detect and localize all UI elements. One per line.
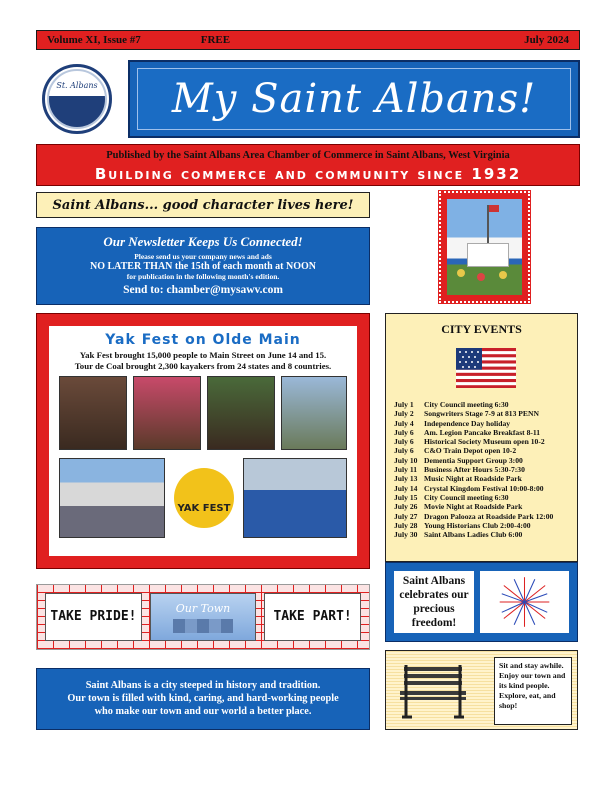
fireworks-image (480, 571, 569, 633)
volume-label: Volume XI, Issue #7 (47, 34, 141, 46)
event-row (394, 474, 576, 483)
event-date: July 15 (394, 492, 418, 502)
event-name: Historical Society Museum open 10-2 (424, 437, 545, 447)
event-name: Young Historians Club 2:00-4:00 (424, 520, 531, 530)
yak-fest-logo (173, 458, 235, 538)
event-row (394, 530, 576, 539)
issue-info-bar (36, 30, 580, 50)
event-date: July 6 (394, 427, 414, 437)
bench-text: Sit and stay awhile. Enjoy our town and its kind people. Explore, eat, and shop! (494, 657, 572, 725)
yak-logo-text: YAK FEST (177, 503, 231, 514)
event-row (394, 512, 576, 521)
event-date: July 6 (394, 437, 414, 447)
event-date: July 11 (394, 465, 417, 475)
event-row (394, 484, 576, 493)
event-date: July 13 (394, 474, 418, 484)
city-events-panel (385, 313, 578, 562)
our-town-graphic (150, 593, 256, 641)
event-name: Business After Hours 5:30-7:30 (424, 465, 525, 475)
yak-fest-description (49, 350, 357, 372)
yak-fest-feature (36, 313, 370, 569)
bench-box (385, 650, 578, 730)
event-date: July 27 (394, 511, 418, 521)
newsletter-email[interactable]: Send to: chamber@mysawv.com (123, 284, 283, 296)
city-events-title: CITY EVENTS (441, 322, 522, 336)
event-name: Movie Night at Roadside Park (424, 502, 523, 512)
event-name: Dragon Palooza at Roadside Park 12:00 (424, 511, 554, 521)
town-skyline (173, 619, 233, 633)
newsletter-line1: Please send us your company news and ads (134, 252, 272, 261)
newsletter-deadline: NO LATER THAN the 15th of each month at NOON (89, 261, 317, 272)
masthead (128, 60, 580, 138)
freedom-text: Saint Albans celebrates our precious freedom! (394, 571, 474, 633)
issue-date: July 2024 (524, 34, 569, 46)
take-pride-text: TAKE PRIDE! (50, 609, 137, 624)
event-date: July 26 (394, 502, 418, 512)
yak-desc-line1: Yak Fest brought 15,000 people to Main Street on June 14 and 15. (79, 350, 327, 360)
city-building-photo (439, 191, 530, 303)
take-pride-banner (36, 584, 370, 650)
take-pride-box (45, 593, 142, 641)
yak-tent-photo (59, 458, 165, 538)
event-name: Saint Albans Ladies Club 6:00 (424, 530, 523, 540)
yak-mascot-photo-2 (133, 376, 201, 450)
bench-icon (398, 659, 468, 723)
event-name: City Council meeting 6:30 (424, 492, 509, 502)
event-name: Dementia Support Group 3:00 (424, 455, 523, 465)
event-name: Music Night at Roadside Park (424, 474, 522, 484)
take-part-box (264, 593, 361, 641)
event-name: City Council meeting 6:30 (424, 400, 509, 409)
event-date: July 28 (394, 520, 418, 530)
yak-fest-title: Yak Fest on Olde Main (105, 332, 301, 348)
yak-mascot-photo-1 (59, 376, 127, 450)
character-slogan (36, 192, 370, 218)
history-line3: who make our town and our world a better place. (94, 706, 312, 717)
take-part-text: TAKE PART! (273, 609, 352, 624)
city-seal-logo (42, 64, 112, 134)
yak-volunteers-photo (243, 458, 347, 538)
event-row (394, 400, 576, 409)
yak-crowd-photo (281, 376, 347, 450)
publisher-banner (36, 144, 580, 186)
event-name: Songwriters Stage 7-9 at 813 PENN (424, 409, 539, 419)
yak-desc-line2: Tour de Coal brought 2,300 kayakers from 24 states and 8 countries. (74, 361, 332, 371)
event-name: C&O Train Depot open 10-2 (424, 446, 517, 456)
event-name: Independence Day holiday (424, 418, 511, 428)
event-row (394, 428, 576, 437)
event-date: July 4 (394, 418, 414, 428)
freedom-box (385, 562, 578, 642)
tagline: Building commerce and community since 1932 (94, 165, 522, 183)
event-row (394, 456, 576, 465)
newsletter-line3: for publication in the following month's edition. (126, 272, 280, 281)
fireworks-icon (480, 571, 569, 633)
city-events-list (394, 400, 576, 539)
slogan-text: Saint Albans... good character lives here! (52, 197, 354, 213)
event-date: July 1 (394, 400, 414, 409)
newsletter-heading: Our Newsletter Keeps Us Connected! (103, 234, 303, 249)
newsletter-box (36, 227, 370, 305)
event-date: July 14 (394, 483, 418, 493)
newsletter-title: My Saint Albans! (171, 76, 537, 122)
event-row (394, 446, 576, 455)
event-date: July 10 (394, 455, 418, 465)
history-box (36, 668, 370, 730)
history-line2: Our town is filled with kind, caring, and hard-working people (67, 693, 339, 704)
american-flag-icon (456, 348, 516, 388)
event-row (394, 502, 576, 511)
event-row (394, 409, 576, 418)
event-row (394, 465, 576, 474)
yak-mascot-photo-3 (207, 376, 275, 450)
price-label: FREE (200, 34, 231, 46)
publisher-line: Published by the Saint Albans Area Chamber of Commerce in Saint Albans, West Virginia (106, 150, 510, 161)
our-town-text: Our Town (175, 601, 231, 615)
event-row (394, 437, 576, 446)
event-name: Am. Legion Pancake Breakfast 8-11 (424, 427, 541, 437)
event-name: Crystal Kingdom Festival 10:00-8:00 (424, 483, 544, 493)
event-date: July 2 (394, 409, 414, 419)
event-row (394, 521, 576, 530)
event-date: July 30 (394, 530, 418, 540)
seal-text: St. Albans (56, 81, 98, 90)
event-row (394, 493, 576, 502)
event-date: July 6 (394, 446, 414, 456)
history-line1: Saint Albans is a city steeped in history and tradition. (85, 680, 321, 691)
event-row (394, 419, 576, 428)
